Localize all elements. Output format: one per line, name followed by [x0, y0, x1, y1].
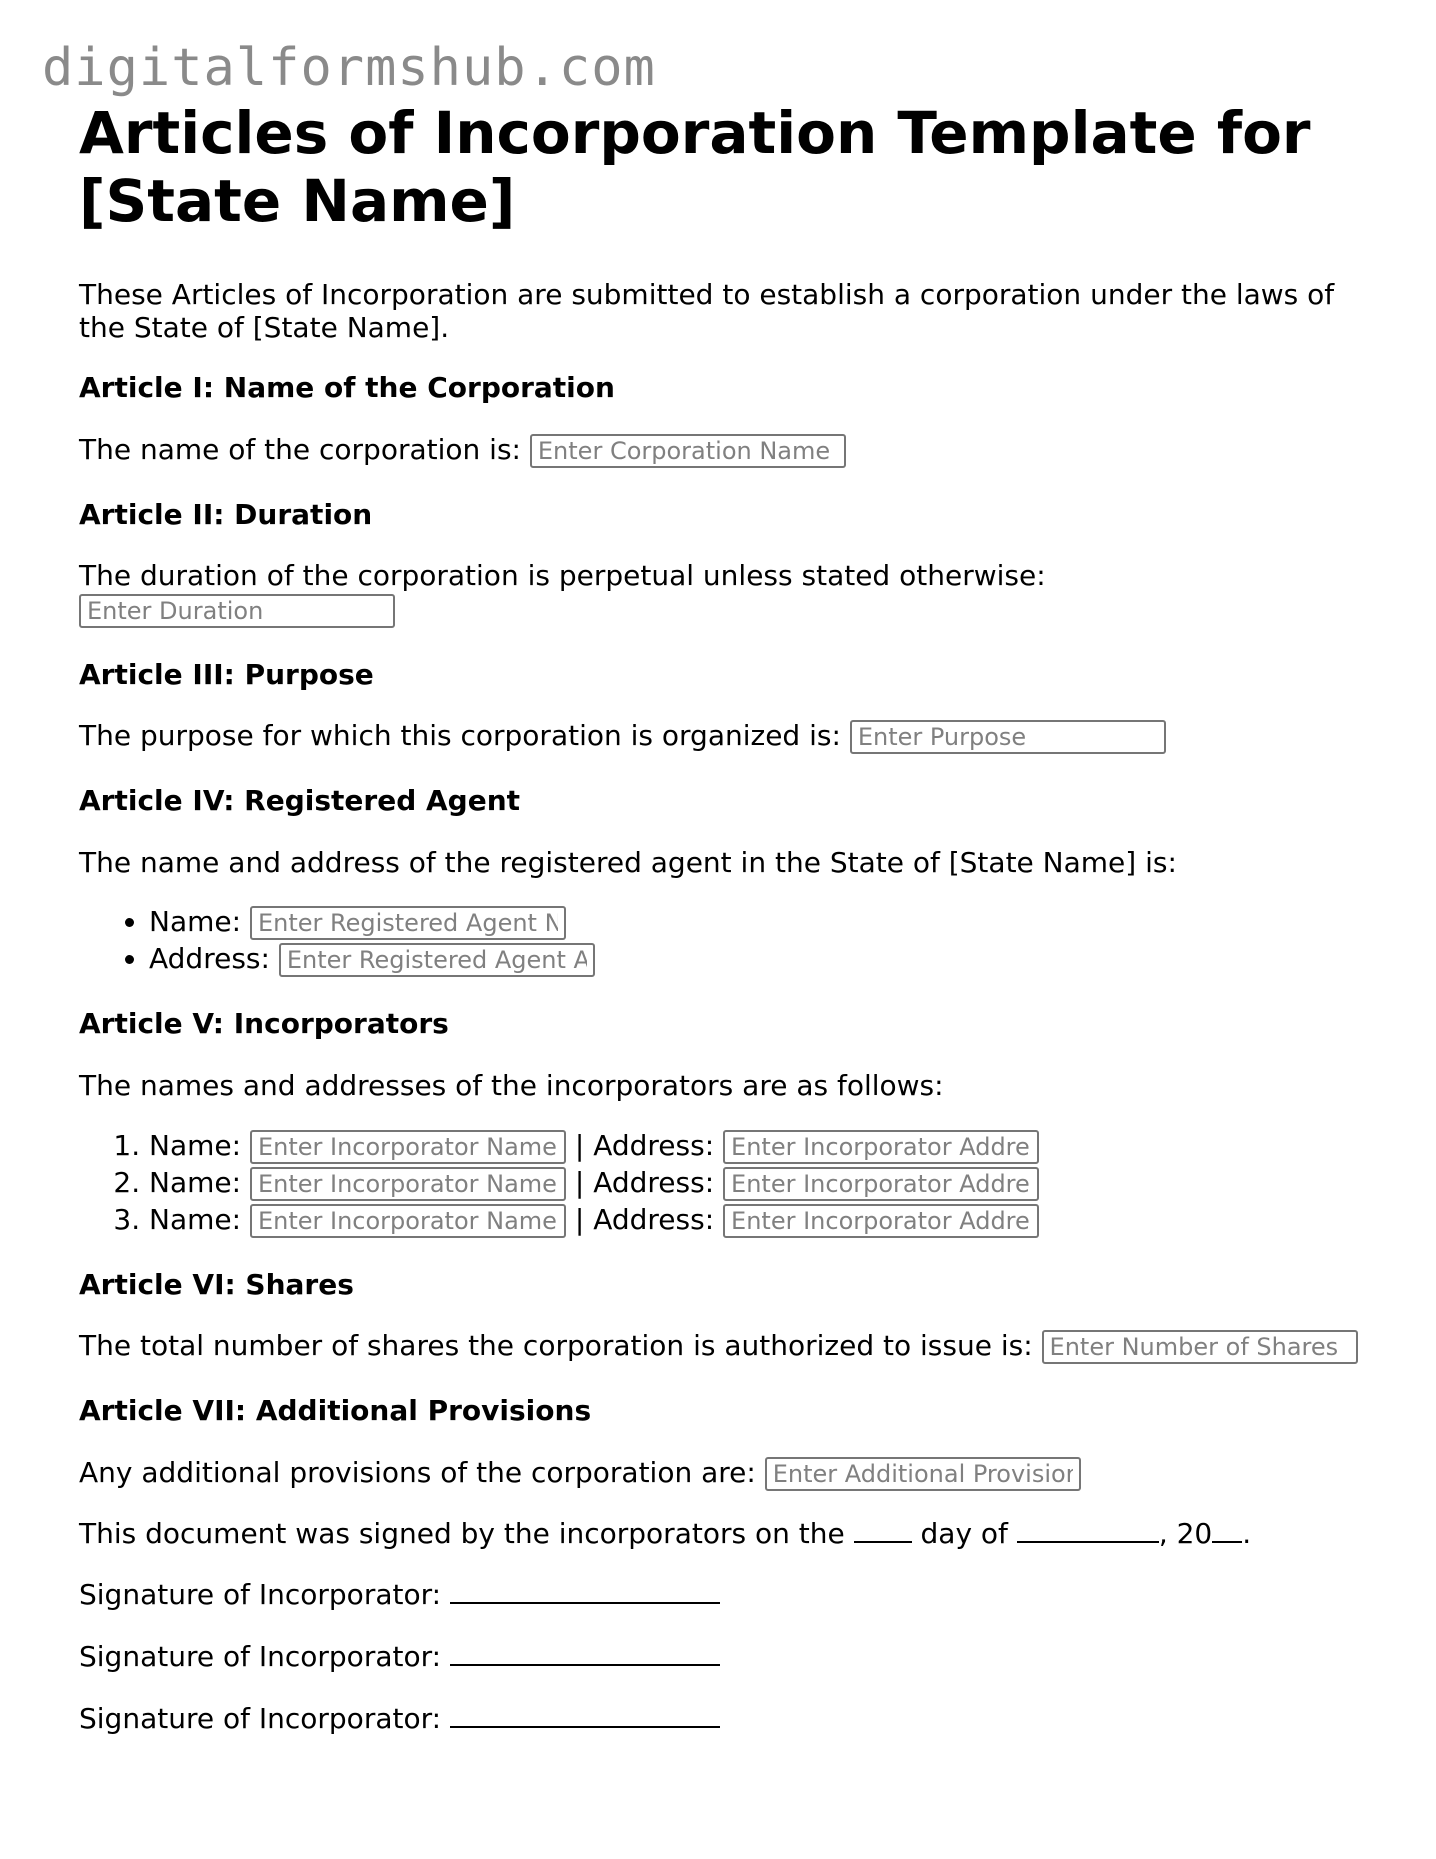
- article-2-heading: Article II: Duration: [79, 497, 373, 531]
- signed-text-2: day of: [920, 1516, 1008, 1550]
- article-3-label: The purpose for which this corporation is organized is:: [79, 719, 841, 753]
- incorporator-name-3-input[interactable]: [250, 1204, 566, 1238]
- signature-line-1: [79, 1576, 1369, 1612]
- list-item: [149, 905, 1369, 940]
- incorporator-name-label: Name:: [149, 1202, 242, 1236]
- article-1-text: [79, 433, 1369, 468]
- signature-blank[interactable]: [450, 1638, 720, 1666]
- document-page: [79, 100, 1369, 1761]
- page-title: Articles of Incorporation Template for [State Name]: [79, 99, 1311, 235]
- incorporator-address-label: | Address:: [574, 1165, 715, 1199]
- agent-address-input[interactable]: [279, 943, 595, 977]
- purpose-input[interactable]: [850, 720, 1166, 754]
- signed-text-4: .: [1242, 1516, 1252, 1550]
- incorporator-address-label: | Address:: [574, 1128, 715, 1162]
- agent-name-label: Name:: [149, 905, 242, 939]
- article-1-label: The name of the corporation is:: [79, 432, 521, 466]
- incorporator-address-label: | Address:: [574, 1202, 715, 1236]
- signature-label: Signature of Incorporator:: [79, 1640, 442, 1674]
- provisions-input[interactable]: [765, 1457, 1081, 1491]
- signature-line-2: [79, 1638, 1369, 1674]
- list-item: [149, 1129, 1369, 1164]
- signed-text-3: , 20: [1158, 1516, 1213, 1550]
- year-blank[interactable]: [1212, 1517, 1242, 1543]
- incorporator-list: [79, 1129, 1369, 1238]
- article-5-heading: Article V: Incorporators: [79, 1007, 449, 1041]
- article-6-heading: Article VI: Shares: [79, 1267, 354, 1301]
- article-6-label: The total number of shares the corporation is authorized to issue is:: [79, 1329, 1033, 1363]
- signed-text-1: This document was signed by the incorporators on the: [79, 1516, 845, 1550]
- article-7-label: Any additional provisions of the corporation are:: [79, 1455, 756, 1489]
- day-blank[interactable]: [854, 1517, 912, 1543]
- incorporator-address-2-input[interactable]: [723, 1167, 1039, 1201]
- article-1-heading: Article I: Name of the Corporation: [79, 370, 615, 404]
- agent-address-label: Address:: [149, 942, 270, 976]
- signature-blank[interactable]: [450, 1576, 720, 1604]
- month-blank[interactable]: [1017, 1517, 1159, 1543]
- incorporator-name-label: Name:: [149, 1165, 242, 1199]
- article-4-text: The name and address of the registered agent in the State of [State Name] is:: [79, 845, 1177, 879]
- list-item: [149, 1166, 1369, 1201]
- list-item: [149, 1203, 1369, 1238]
- article-2-text: [79, 559, 1369, 628]
- article-3-text: [79, 719, 1369, 754]
- incorporator-name-2-input[interactable]: [250, 1167, 566, 1201]
- incorporator-name-1-input[interactable]: [250, 1130, 566, 1164]
- intro-text: These Articles of Incorporation are submitted to establish a corporation under the laws of the State of [State Name].: [79, 277, 1335, 345]
- signed-date-line: [79, 1517, 1369, 1551]
- article-6-text: [79, 1329, 1369, 1364]
- agent-list: [79, 905, 1369, 977]
- corporation-name-input[interactable]: [530, 434, 846, 468]
- article-7-heading: Article VII: Additional Provisions: [79, 1394, 592, 1428]
- signature-line-3: [79, 1700, 1369, 1736]
- article-3-heading: Article III: Purpose: [79, 657, 374, 691]
- signature-label: Signature of Incorporator:: [79, 1701, 442, 1735]
- article-2-label: The duration of the corporation is perpetual unless stated otherwise:: [79, 559, 1046, 593]
- article-4-heading: Article IV: Registered Agent: [79, 784, 521, 818]
- incorporator-name-label: Name:: [149, 1128, 242, 1162]
- signature-blank[interactable]: [450, 1700, 720, 1728]
- incorporator-address-1-input[interactable]: [723, 1130, 1039, 1164]
- signature-label: Signature of Incorporator:: [79, 1578, 442, 1612]
- watermark: digitalformshub.com: [42, 38, 656, 98]
- agent-name-input[interactable]: [250, 906, 566, 940]
- article-7-text: [79, 1456, 1369, 1491]
- article-5-text: The names and addresses of the incorporators are as follows:: [79, 1069, 944, 1103]
- shares-input[interactable]: [1042, 1330, 1358, 1364]
- incorporator-address-3-input[interactable]: [723, 1204, 1039, 1238]
- duration-input[interactable]: [79, 594, 395, 628]
- list-item: [149, 942, 1369, 977]
